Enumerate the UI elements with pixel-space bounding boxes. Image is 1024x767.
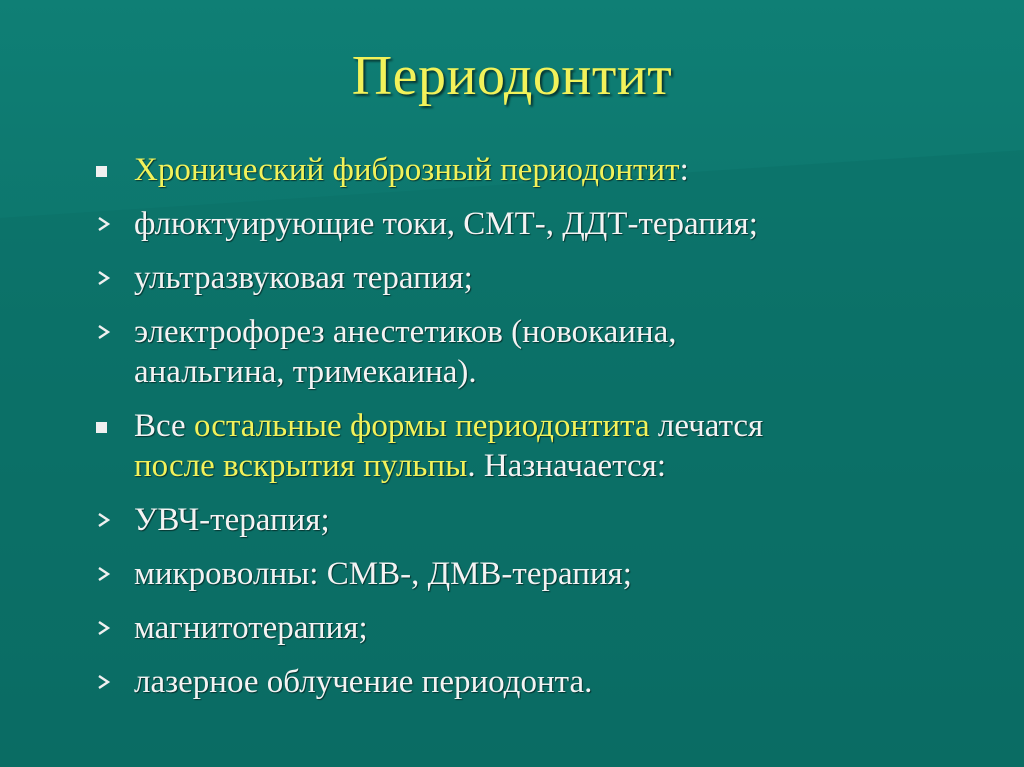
arrow-bullet-icon xyxy=(96,258,120,298)
list-item-uhf xyxy=(96,500,976,540)
list-item-fluctuating xyxy=(96,204,976,244)
list-item-text: УВЧ-терапия; xyxy=(134,502,330,538)
bullet-highlight-text: Хронический фиброзный периодонтит xyxy=(134,152,680,188)
list-item-microwaves xyxy=(96,554,976,594)
square-bullet-icon xyxy=(96,150,120,190)
bullet-line-1 xyxy=(134,406,976,446)
arrow-bullet-icon xyxy=(96,312,120,352)
list-item-laser xyxy=(96,662,976,702)
arrow-bullet-icon xyxy=(96,608,120,648)
bullet-text: Все xyxy=(134,408,194,444)
list-item-text: микроволны: СМВ-, ДМВ-терапия; xyxy=(134,556,632,592)
list-item-text: лазерное облучение периодонта. xyxy=(134,664,593,700)
list-item-electrophoresis xyxy=(96,312,976,392)
arrow-bullet-icon xyxy=(96,204,120,244)
bullet-line-2 xyxy=(134,446,976,486)
list-item-text: магнитотерапия; xyxy=(134,610,368,646)
arrow-bullet-icon xyxy=(96,500,120,540)
bullet-text: : xyxy=(679,152,689,188)
arrow-bullet-icon xyxy=(96,662,120,702)
list-item-text: флюктуирующие токи, СМТ-, ДДТ-терапия; xyxy=(134,206,758,242)
bullet-other-forms xyxy=(96,406,976,486)
slide-content xyxy=(96,150,976,716)
list-item-magnetotherapy xyxy=(96,608,976,648)
bullet-text: . Назначается: xyxy=(467,448,667,484)
square-bullet-icon xyxy=(96,406,120,446)
list-item-ultrasound xyxy=(96,258,976,298)
list-item-text: ультразвуковая терапия; xyxy=(134,260,473,296)
bullet-highlight-text: остальные формы периодонтита xyxy=(193,408,650,444)
list-item-text-line: электрофорез анестетиков (новокаина, xyxy=(134,314,677,350)
list-item-text-line: анальгина, тримекаина). xyxy=(134,354,477,390)
arrow-bullet-icon xyxy=(96,554,120,594)
slide-title: Периодонтит xyxy=(351,45,673,107)
bullet-text: лечатся xyxy=(649,408,764,444)
bullet-highlight-text: после вскрытия пульпы xyxy=(134,448,468,484)
bullet-chronic-fibrous xyxy=(96,150,976,190)
